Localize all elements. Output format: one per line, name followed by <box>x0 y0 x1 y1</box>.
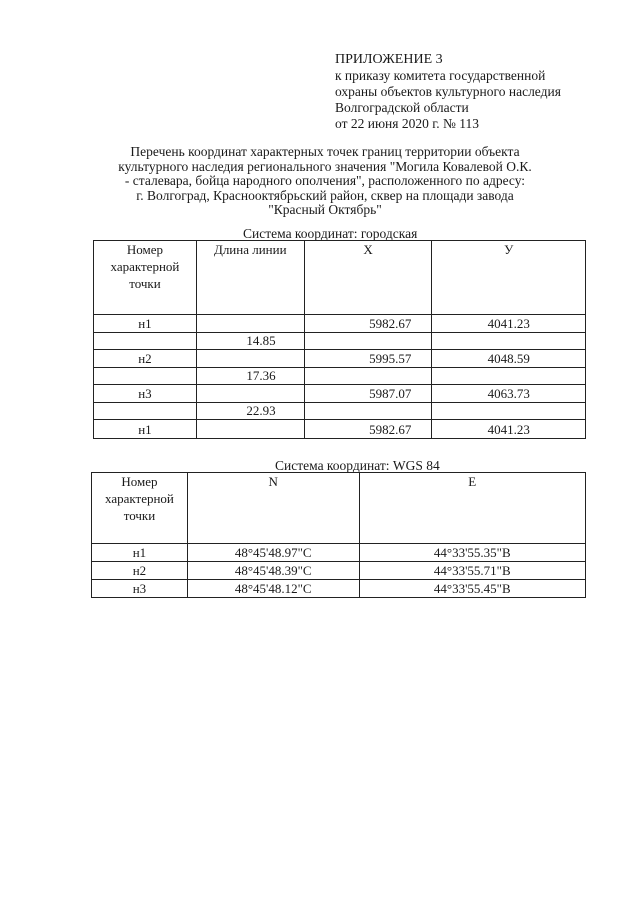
point-cell: н1 <box>94 315 197 333</box>
table-row <box>94 420 586 439</box>
point-cell: н3 <box>92 580 188 598</box>
table-row <box>92 580 586 598</box>
appendix-header <box>335 52 561 132</box>
appendix-line: Волгоградской области <box>335 100 469 115</box>
appendix-line: к приказу комитета государственной <box>335 68 546 83</box>
empty-cell <box>432 368 586 385</box>
title-line: г. Волгоград, Краснооктябрьский район, сквер на площади завода <box>136 187 514 203</box>
empty-cell <box>304 403 432 420</box>
title-line: Перечень координат характерных точек границ территории объекта <box>130 144 520 159</box>
n-cell: 48°45'48.12"С <box>187 580 359 598</box>
length-cell <box>196 315 304 333</box>
length-cell <box>196 385 304 403</box>
appendix-title: ПРИЛОЖЕНИЕ 3 <box>335 52 443 67</box>
e-cell: 44°33'55.35"В <box>359 544 585 562</box>
header-length: Длина линии <box>196 241 304 315</box>
header-e: E <box>359 473 585 544</box>
header-point: Номер характерной точки <box>94 241 197 315</box>
x-cell: 5995.57 <box>304 350 432 368</box>
point-cell: н2 <box>94 350 197 368</box>
e-cell: 44°33'55.45"В <box>359 580 585 598</box>
header-point: Номер характерной точки <box>92 473 188 544</box>
table-row <box>94 350 586 368</box>
table-row <box>94 403 586 420</box>
point-cell: н2 <box>92 562 188 580</box>
length-cell <box>196 420 304 439</box>
point-cell: н3 <box>94 385 197 403</box>
length-cell: 14.85 <box>196 333 304 350</box>
title-line: - сталевара, бойца народного ополчения", расположенного по адресу: <box>124 173 526 188</box>
point-cell: н1 <box>92 544 188 562</box>
title-line: культурного наследия регионального значения "Могила Ковалевой О.К. <box>118 158 532 174</box>
table-header-row <box>92 473 586 544</box>
empty-cell <box>94 403 197 420</box>
y-cell: 4041.23 <box>432 420 586 439</box>
n-cell: 48°45'48.39"С <box>187 562 359 580</box>
length-cell: 22.93 <box>196 403 304 420</box>
table-row <box>92 544 586 562</box>
table1-caption: Система координат: городская <box>243 226 418 241</box>
length-cell <box>196 350 304 368</box>
table-row <box>92 562 586 580</box>
title-line: "Красный Октябрь" <box>268 202 382 217</box>
appendix-line: от 22 июня 2020 г. № 113 <box>335 116 479 131</box>
y-cell: 4048.59 <box>432 350 586 368</box>
x-cell: 5982.67 <box>304 420 432 439</box>
empty-cell <box>304 333 432 350</box>
city-coordinates-table <box>93 240 586 439</box>
n-cell: 48°45'48.97"С <box>187 544 359 562</box>
empty-cell <box>304 368 432 385</box>
table-row <box>94 315 586 333</box>
empty-cell <box>94 368 197 385</box>
appendix-line: охраны объектов культурного наследия <box>335 84 561 99</box>
empty-cell <box>94 333 197 350</box>
empty-cell <box>432 333 586 350</box>
document-title <box>90 145 560 218</box>
header-y: У <box>432 241 586 315</box>
table-row <box>94 368 586 385</box>
length-cell: 17.36 <box>196 368 304 385</box>
header-n: N <box>187 473 359 544</box>
x-cell: 5987.07 <box>304 385 432 403</box>
e-cell: 44°33'55.71"В <box>359 562 585 580</box>
header-x: Х <box>304 241 432 315</box>
table-row <box>94 385 586 403</box>
table-header-row <box>94 241 586 315</box>
x-cell: 5982.67 <box>304 315 432 333</box>
table2-caption: Система координат: WGS 84 <box>275 458 440 473</box>
point-cell: н1 <box>94 420 197 439</box>
table-row <box>94 333 586 350</box>
y-cell: 4041.23 <box>432 315 586 333</box>
y-cell: 4063.73 <box>432 385 586 403</box>
wgs84-coordinates-table <box>91 472 586 598</box>
empty-cell <box>432 403 586 420</box>
